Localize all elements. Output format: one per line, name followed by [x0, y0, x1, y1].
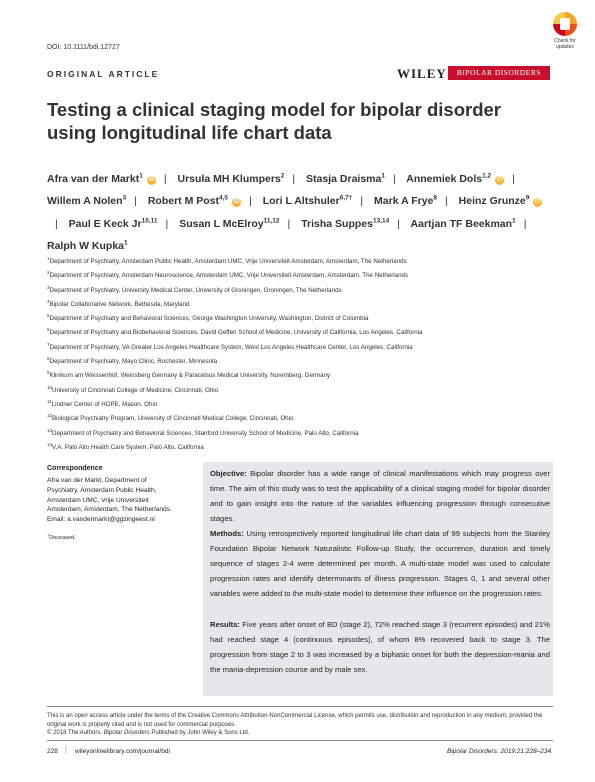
affiliation-number: 13	[47, 427, 53, 433]
author-affiliation-number: 1	[381, 172, 385, 179]
author-affiliation-number: 1	[139, 172, 143, 179]
abstract-box	[203, 462, 553, 696]
author-affiliation-number: 1	[512, 217, 516, 224]
affiliation-text: Department of Psychiatry and Behavioral Sciences, Stanford University School of Medicine, Palo Alto, California	[52, 429, 359, 437]
affiliation-item	[47, 256, 557, 270]
abstract-objective	[210, 466, 550, 526]
affiliation-number: 12	[47, 413, 53, 419]
author-name-text: Heinz Grunze	[458, 195, 526, 207]
affiliation-text: Department of Psychiatry and Biobehavioral Sciences, David Geffen School of Medicine, University of California, Los Angeles, California	[49, 329, 423, 337]
author-name[interactable]	[179, 218, 279, 230]
footer-separator: |	[65, 747, 67, 754]
orcid-icon[interactable]: iD	[148, 176, 155, 183]
journal-website-link[interactable]: wileyonlinelibrary.com/journal/bdi	[75, 748, 170, 755]
author-separator: |	[165, 217, 169, 230]
affiliation-text: Bipolar Collaborative Network, Bethesda, Maryland	[49, 300, 190, 308]
objective-text: Bipolar disorder has a wide range of clinical manifestations which may progress over time. The aim of this study was to test the applicability of a clinical staging model for bipolar disorder and to gain insight into the nature of the variables influencing progression through consecutive stages.	[210, 469, 550, 523]
author-name[interactable]	[47, 240, 128, 252]
author-affiliation-number: 1,2	[482, 172, 492, 179]
author-separator: |	[134, 195, 137, 207]
journal-logo: BIPOLAR DISORDERS	[448, 66, 550, 80]
affiliation-text: Klinikum am Weissenhof, Weinsberg Germany & Paracelsus Medical University, Nuremberg, Germany	[49, 372, 331, 380]
affiliation-text: Biological Psychiatry Program, University of Cincinnati Medical College, Cincinnati, Ohio	[52, 415, 294, 423]
author-separator: |	[523, 217, 527, 230]
author-name[interactable]	[69, 218, 158, 230]
author-name-text: Willem A Nolen	[47, 195, 123, 207]
affiliation-item	[47, 285, 557, 299]
bottom-divider	[47, 740, 553, 741]
author-name-text: Ursula MH Klumpers	[177, 172, 281, 185]
author-affiliation-number: 8	[433, 194, 438, 202]
author-name[interactable]	[301, 218, 389, 230]
author-name[interactable]	[47, 173, 156, 185]
author-separator: |	[292, 172, 296, 185]
doi[interactable]: DOI: 10.1111/bdi.12727	[47, 44, 120, 51]
objective-label: Objective:	[210, 469, 247, 478]
affiliation-text: University of Cincinnati College of Medicine, Cincinnati, Ohio	[52, 386, 219, 394]
author-name[interactable]	[459, 195, 543, 207]
orcid-icon[interactable]: iD	[534, 199, 541, 205]
article-title: Testing a clinical staging model for bipolar disorder using longitudinal life chart data	[47, 99, 502, 143]
affiliation-item	[47, 442, 557, 456]
affiliation-number: 6	[47, 327, 50, 333]
affiliation-text: V.A. Palo Alto Health Care System, Palo Alto, California	[52, 443, 204, 451]
affiliation-number: 4	[47, 298, 50, 304]
abstract-results	[210, 617, 550, 677]
orcid-icon[interactable]: iD	[233, 199, 240, 205]
author-name-text: Afra van der Markt	[47, 172, 140, 185]
affiliation-item	[47, 327, 557, 341]
author-separator: |	[287, 217, 291, 230]
copyright	[47, 730, 249, 736]
affiliation-item	[47, 370, 557, 384]
affiliation-number: 3	[47, 284, 50, 290]
author-name-text: Susan L McElroy	[179, 217, 264, 230]
affiliation-text: Department of Psychiatry, Amsterdam Neuroscience, Amsterdam UMC, Vrije Universiteit Amsterdam, Amsterdam, The Netherlands	[49, 272, 409, 280]
author-separator: |	[445, 195, 448, 207]
author-affiliation-number: 13,14	[372, 217, 390, 224]
author-name[interactable]	[374, 195, 437, 207]
deceased-mark: †	[47, 532, 50, 537]
author-name-text: Lori L Altshuler	[262, 195, 340, 207]
orcid-icon[interactable]: iD	[496, 176, 503, 183]
author-affiliation-number: 6,7†	[339, 194, 353, 202]
copyright-pre: © 2018 The Authors.	[47, 730, 104, 736]
publisher-logo: WILEY	[397, 66, 447, 81]
author-separator: |	[360, 195, 364, 207]
affiliation-number: 10	[47, 384, 53, 390]
affiliation-item	[47, 313, 557, 327]
affiliation-text: Department of Psychiatry, VA Greater Los Angeles Healthcare System, West Los Angeles Healthcare Center, Los Angeles, California	[49, 343, 413, 351]
results-text: Five years after onset of BD (stage 2), 72% reached stage 3 (recurrent episodes) and 21% had reached stage 4 (continuous episodes), of whom 8% recovered back to stage 3. The progression from stage 2 to 3 was increased by a biphasic onset for both the depression-mania and the mania-depression course and by male sex.	[210, 620, 550, 674]
correspondence-heading: Correspondence	[47, 465, 103, 472]
affiliation-number: 11	[47, 398, 52, 404]
author-name[interactable]	[263, 195, 353, 207]
affiliation-number: 7	[47, 341, 50, 347]
author-list	[47, 166, 557, 256]
affiliation-number: 5	[47, 313, 50, 319]
deceased-note	[47, 532, 76, 541]
affiliation-item	[47, 342, 557, 356]
copyright-post: Published by John Wiley & Sons Ltd.	[149, 730, 250, 736]
author-separator: |	[392, 172, 396, 185]
author-name[interactable]	[177, 173, 284, 185]
copyright-journal: Bipolar Disorders	[103, 730, 150, 736]
author-name-text: Trisha Suppes	[301, 217, 373, 230]
affiliation-item	[47, 299, 557, 313]
license-text: This is an open access article under the terms of the Creative Commons Attribution-NonCommercial License, which permits use, distribution and reproduction in any medium, provided the original work is properly cited and is not used for commercial purposes.	[47, 713, 543, 728]
author-separator: |	[397, 217, 400, 230]
affiliation-text: Department of Psychiatry, Amsterdam Public Health, Amsterdam UMC, Vrije Universiteit Amsterdam, Amsterdam, The Netherlands	[49, 258, 407, 266]
deceased-text: Deceased.	[49, 534, 76, 541]
footer-divider	[47, 706, 553, 707]
author-affiliation-number: 9	[525, 194, 530, 202]
author-name[interactable]	[47, 195, 126, 207]
author-name-text: Aartjan TF Beekman	[410, 217, 513, 230]
author-separator: |	[512, 172, 515, 185]
methods-label: Methods:	[210, 529, 244, 538]
check-for-updates-badge[interactable]	[547, 12, 583, 52]
author-affiliation-number: 2	[280, 172, 285, 179]
author-separator: |	[163, 172, 167, 185]
author-name-text: Paul E Keck Jr	[68, 217, 142, 230]
author-name-text: Ralph W Kupka	[47, 240, 125, 252]
affiliation-item	[47, 413, 557, 427]
author-name[interactable]	[411, 218, 516, 230]
affiliation-number: 8	[47, 356, 50, 362]
author-name-text: Mark A Frye	[374, 195, 434, 207]
affiliation-list	[47, 256, 557, 456]
affiliation-item	[47, 399, 557, 413]
affiliation-text: Lindner Center of HOPE, Mason, Ohio	[51, 401, 158, 409]
author-name[interactable]	[406, 173, 504, 185]
author-name-text: Annemiek Dols	[406, 172, 483, 185]
affiliation-item	[47, 270, 557, 284]
affiliation-text: Department of Psychiatry, Mayo Clinic, Rochester, Minnesota	[49, 358, 218, 366]
article-type: ORIGINAL ARTICLE	[47, 69, 160, 79]
author-name[interactable]	[148, 195, 241, 207]
badge-text: Check for updates	[554, 38, 576, 50]
methods-text: Using retrospectively reported longitudinal life chart data of 99 subjects from the Stanley Foundation Bipolar Network Naturalistic Follow-up Study, the occurrence, duration and timely sequence of stages 2-4 were determined per month. A multi-state model was used to calculate progression rates and identify determinants of illness progression. Stages 0, 1 and several other variables were added to the multi-state model to determine their influence on the progression rates.	[210, 529, 550, 598]
author-affiliation-number: 10,11	[141, 217, 158, 224]
affiliation-number: 1	[47, 256, 50, 261]
affiliation-item	[47, 385, 557, 399]
author-name[interactable]	[306, 173, 385, 185]
affiliation-number: 9	[47, 370, 50, 376]
crossmark-icon	[553, 12, 577, 36]
author-separator: |	[249, 195, 252, 207]
author-name-text: Stasja Draisma	[306, 172, 382, 185]
journal-citation: Bipolar Disorders. 2019;21:228–234.	[447, 748, 553, 755]
affiliation-item	[47, 428, 557, 442]
author-affiliation-number: 4,5	[219, 194, 229, 202]
results-label: Results:	[210, 620, 240, 629]
author-affiliation-number: 3	[122, 194, 127, 202]
author-affiliation-number: 1	[124, 239, 128, 247]
abstract-methods	[210, 526, 550, 601]
correspondence-text: Afra van der Markt, Department of Psychiatry, Amsterdam Public Health, Amsterdam UMC, Vrije Universiteit Amsterdam, Amsterdam, The Netherlands. Email: a.vandermarkt@ggzingeest.nl	[47, 477, 172, 524]
page-number: 228	[47, 748, 58, 755]
affiliation-number: 14	[47, 441, 53, 447]
affiliation-item	[47, 356, 557, 370]
affiliation-number: 2	[47, 270, 50, 276]
author-separator: |	[55, 217, 58, 230]
affiliation-text: Department of Psychiatry and Behavioral Sciences, George Washington University, Washington, District of Columbia	[49, 315, 369, 323]
author-affiliation-number: 11,12	[263, 217, 280, 224]
affiliation-text: Department of Psychiatry, University Medical Center, University of Groningen, Groningen, The Netherlands	[49, 286, 342, 294]
author-name-text: Robert M Post	[147, 195, 220, 207]
